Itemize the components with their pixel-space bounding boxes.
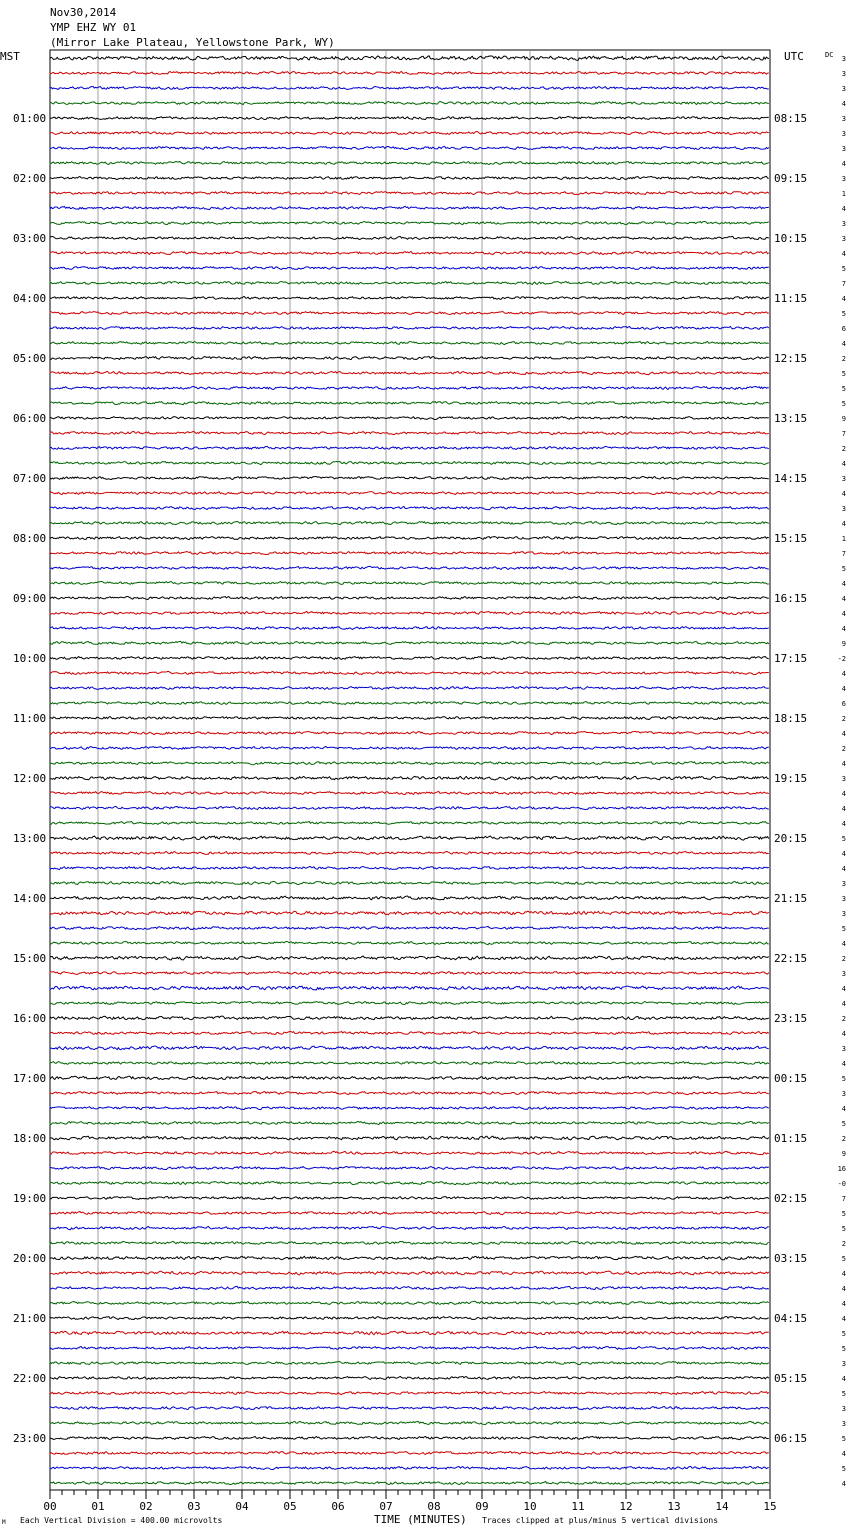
trace-row xyxy=(50,1346,769,1349)
scale-note: Each Vertical Division = 400.00 microvolts xyxy=(20,1516,223,1525)
utc-hour-label: 16:15 xyxy=(774,592,808,605)
trace-row xyxy=(50,1331,769,1334)
dc-offset-label: 3 xyxy=(841,220,846,228)
trace-row xyxy=(50,1271,769,1275)
footer xyxy=(2,1513,718,1526)
trace-row xyxy=(50,731,769,734)
mst-hour-label: 23:00 xyxy=(13,1432,47,1445)
trace-row xyxy=(50,852,769,855)
dc-offset-label: 5 xyxy=(841,1255,846,1263)
dc-offset-label: 4 xyxy=(841,520,846,528)
utc-hour-label: 11:15 xyxy=(774,292,808,305)
mst-hour-label: 12:00 xyxy=(13,772,47,785)
trace-row xyxy=(50,1421,769,1424)
utc-hour-label: 03:15 xyxy=(774,1252,808,1265)
dc-offset-label: 9 xyxy=(841,640,846,648)
x-tick-label: 14 xyxy=(715,1500,729,1513)
mst-hour-label: 05:00 xyxy=(13,352,47,365)
utc-hour-label: 00:15 xyxy=(774,1072,808,1085)
utc-hour-label: 09:15 xyxy=(774,172,808,185)
mst-hour-labels xyxy=(13,112,46,1445)
dc-offset-label: 4 xyxy=(841,295,846,303)
trace-row xyxy=(50,1211,769,1214)
trace-row xyxy=(50,87,769,90)
x-tick-label: 01 xyxy=(91,1500,105,1513)
dc-offset-label: 7 xyxy=(841,280,846,288)
trace-row xyxy=(50,896,769,900)
x-tick-label: 12 xyxy=(619,1500,633,1513)
dc-offset-label: 4 xyxy=(841,490,846,498)
dc-offset-label: 4 xyxy=(841,760,846,768)
dc-offset-label: 2 xyxy=(841,1135,846,1143)
dc-offset-label: 4 xyxy=(841,340,846,348)
trace-row xyxy=(50,1182,769,1185)
dc-offset-label: 5 xyxy=(841,1075,846,1083)
dc-offset-label: 3 xyxy=(841,55,846,63)
trace-row xyxy=(50,866,769,869)
utc-hour-label: 20:15 xyxy=(774,832,808,845)
dc-offset-label: 3 xyxy=(841,895,846,903)
trace-row xyxy=(50,596,769,599)
trace-row xyxy=(50,1317,769,1320)
utc-hour-label: 17:15 xyxy=(774,652,808,665)
x-tick-label: 10 xyxy=(523,1500,537,1513)
dc-offset-label: 6 xyxy=(841,700,846,708)
utc-hour-label: 04:15 xyxy=(774,1312,808,1325)
dc-offset-label: 3 xyxy=(841,970,846,978)
dc-offset-label: 5 xyxy=(841,835,846,843)
plot-frame xyxy=(50,50,770,1490)
right-axis-label: UTC xyxy=(784,50,804,63)
mst-hour-label: 11:00 xyxy=(13,712,47,725)
mst-hour-label: 14:00 xyxy=(13,892,47,905)
trace-row xyxy=(50,1392,769,1395)
mst-hour-label: 01:00 xyxy=(13,112,47,125)
dc-offset-label: 1 xyxy=(841,190,846,198)
mst-hour-label: 18:00 xyxy=(13,1132,47,1145)
left-axis-label: MST xyxy=(0,50,20,63)
dc-offset-label: 4 xyxy=(841,865,846,873)
utc-hour-label: 14:15 xyxy=(774,472,808,485)
dc-offset-label: 4 xyxy=(841,160,846,168)
seismic-traces xyxy=(50,56,769,1485)
x-tick-label: 15 xyxy=(763,1500,777,1513)
trace-row xyxy=(50,491,769,494)
trace-row xyxy=(50,956,769,960)
trace-row xyxy=(50,371,769,374)
dc-offset-label: 3 xyxy=(841,70,846,78)
x-axis-title: TIME (MINUTES) xyxy=(374,1513,467,1526)
mst-hour-label: 16:00 xyxy=(13,1012,47,1025)
dc-offset-label: 4 xyxy=(841,1480,846,1488)
dc-offset-label: 7 xyxy=(841,1195,846,1203)
trace-row xyxy=(50,611,769,614)
dc-offset-label: 4 xyxy=(841,205,846,213)
trace-row xyxy=(50,326,769,329)
dc-offset-label: 5 xyxy=(841,1225,846,1233)
trace-row xyxy=(50,1046,769,1050)
dc-offset-label: 9 xyxy=(841,415,846,423)
mst-hour-label: 13:00 xyxy=(13,832,47,845)
trace-row xyxy=(50,357,769,360)
trace-row xyxy=(50,581,769,584)
trace-row xyxy=(50,1362,769,1365)
trace-row xyxy=(50,806,769,809)
dc-offset-labels xyxy=(838,55,846,1488)
trace-row xyxy=(50,1226,769,1229)
trace-row xyxy=(50,986,769,990)
time-grid xyxy=(50,50,770,1490)
dc-offset-label: 3 xyxy=(841,1090,846,1098)
trace-row xyxy=(50,1016,769,1020)
trace-row xyxy=(50,402,769,405)
dc-offset-label: 5 xyxy=(841,1390,846,1398)
utc-hour-label: 23:15 xyxy=(774,1012,808,1025)
x-tick-label: 05 xyxy=(283,1500,297,1513)
mst-hour-label: 19:00 xyxy=(13,1192,47,1205)
dc-offset-label: 4 xyxy=(841,940,846,948)
trace-row xyxy=(50,776,769,780)
trace-row xyxy=(50,762,769,765)
dc-offset-label: 7 xyxy=(841,430,846,438)
trace-row xyxy=(50,267,769,270)
trace-row xyxy=(50,972,769,975)
dc-offset-label: 3 xyxy=(841,235,846,243)
utc-hour-label: 06:15 xyxy=(774,1432,808,1445)
trace-row xyxy=(50,236,769,239)
dc-offset-label: 3 xyxy=(841,1045,846,1053)
dc-offset-label: 5 xyxy=(841,1120,846,1128)
dc-offset-label: 3 xyxy=(841,775,846,783)
dc-offset-label: 2 xyxy=(841,715,846,723)
trace-row xyxy=(50,251,769,254)
dc-offset-label: 5 xyxy=(841,385,846,393)
dc-offset-label: 4 xyxy=(841,1315,846,1323)
trace-row xyxy=(50,687,769,690)
dc-offset-label: 4 xyxy=(841,1270,846,1278)
mst-hour-label: 10:00 xyxy=(13,652,47,665)
trace-row xyxy=(50,881,769,884)
dc-offset-label: 2 xyxy=(841,355,846,363)
footer-mark: M xyxy=(2,1519,6,1526)
dc-offset-label: 4 xyxy=(841,1030,846,1038)
trace-row xyxy=(50,1091,769,1094)
dc-offset-label: 1 xyxy=(841,535,846,543)
utc-hour-label: 15:15 xyxy=(774,532,808,545)
x-tick-label: 02 xyxy=(139,1500,153,1513)
trace-row xyxy=(50,1452,769,1455)
mst-hour-label: 04:00 xyxy=(13,292,47,305)
trace-row xyxy=(50,1167,769,1170)
trace-row xyxy=(50,386,769,389)
dc-offset-label: 4 xyxy=(841,580,846,588)
trace-row xyxy=(50,176,769,179)
dc-offset-label: 5 xyxy=(841,1465,846,1473)
dc-offset-label: 3 xyxy=(841,505,846,513)
dc-offset-label: 4 xyxy=(841,805,846,813)
trace-row xyxy=(50,1076,769,1079)
trace-row xyxy=(50,552,769,555)
dc-offset-label: 4 xyxy=(841,1450,846,1458)
trace-row xyxy=(50,431,769,434)
dc-offset-label: 2 xyxy=(841,955,846,963)
dc-offset-label: 5 xyxy=(841,400,846,408)
mst-hour-label: 03:00 xyxy=(13,232,47,245)
trace-row xyxy=(50,1406,769,1409)
dc-offset-label: 4 xyxy=(841,100,846,108)
mst-hour-label: 09:00 xyxy=(13,592,47,605)
dc-offset-label: 5 xyxy=(841,265,846,273)
trace-row xyxy=(50,926,769,929)
dc-offset-label: 4 xyxy=(841,1300,846,1308)
dc-offset-label: 3 xyxy=(841,475,846,483)
utc-hour-label: 22:15 xyxy=(774,952,808,965)
trace-row xyxy=(50,1286,769,1289)
trace-row xyxy=(50,1301,769,1304)
trace-row xyxy=(50,747,769,750)
dc-offset-label: 4 xyxy=(841,625,846,633)
dc-offset-label: 2 xyxy=(841,1015,846,1023)
trace-row xyxy=(50,1482,769,1485)
trace-row xyxy=(50,911,769,915)
trace-row xyxy=(50,147,769,150)
dc-offset-label: 3 xyxy=(841,85,846,93)
trace-row xyxy=(50,312,769,315)
dc-offset-label: 5 xyxy=(841,565,846,573)
dc-offset-label: 4 xyxy=(841,1105,846,1113)
mst-hour-label: 07:00 xyxy=(13,472,47,485)
utc-hour-label: 08:15 xyxy=(774,112,808,125)
dc-offset-label: 4 xyxy=(841,1060,846,1068)
trace-row xyxy=(50,1241,769,1244)
dc-offset-label: 9 xyxy=(841,1150,846,1158)
dc-offset-label: 3 xyxy=(841,1360,846,1368)
trace-row xyxy=(50,537,769,540)
x-tick-label: 11 xyxy=(571,1500,585,1513)
dc-offset-label: 4 xyxy=(841,250,846,258)
trace-row xyxy=(50,821,769,824)
trace-row xyxy=(50,1151,769,1154)
mst-hour-label: 02:00 xyxy=(13,172,47,185)
utc-hour-label: 05:15 xyxy=(774,1372,808,1385)
dc-offset-label: 3 xyxy=(841,115,846,123)
trace-row xyxy=(50,942,769,945)
x-tick-label: 04 xyxy=(235,1500,249,1513)
trace-row xyxy=(50,131,769,134)
trace-row xyxy=(50,446,769,449)
utc-hour-label: 21:15 xyxy=(774,892,808,905)
trace-row xyxy=(50,102,769,105)
trace-row xyxy=(50,566,769,569)
x-tick-label: 08 xyxy=(427,1500,441,1513)
dc-offset-label: 4 xyxy=(841,850,846,858)
trace-row xyxy=(50,506,769,509)
trace-row xyxy=(50,116,769,119)
station-label: YMP EHZ WY 01 xyxy=(50,21,137,34)
trace-row xyxy=(50,791,769,794)
trace-row xyxy=(50,1121,769,1124)
trace-row xyxy=(50,717,769,720)
mst-hour-label: 22:00 xyxy=(13,1372,47,1385)
dc-offset-label: 7 xyxy=(841,550,846,558)
dc-offset-label: 4 xyxy=(841,985,846,993)
dc-offset-label: 2 xyxy=(841,1240,846,1248)
dc-offset-label: 4 xyxy=(841,1375,846,1383)
utc-hour-label: 02:15 xyxy=(774,1192,808,1205)
dc-offset-label: 2 xyxy=(841,745,846,753)
mst-hour-label: 15:00 xyxy=(13,952,47,965)
trace-row xyxy=(50,641,769,644)
dc-offset-label: 5 xyxy=(841,370,846,378)
x-tick-label: 03 xyxy=(187,1500,201,1513)
utc-hour-label: 19:15 xyxy=(774,772,808,785)
dc-offset-label: 5 xyxy=(841,1345,846,1353)
trace-row xyxy=(50,281,769,284)
mst-hour-label: 17:00 xyxy=(13,1072,47,1085)
utc-hour-labels xyxy=(774,112,807,1445)
trace-row xyxy=(50,1436,769,1439)
dc-offset-label: -0 xyxy=(837,1180,846,1188)
x-tick-label: 13 xyxy=(667,1500,681,1513)
mst-hour-label: 08:00 xyxy=(13,532,47,545)
clip-note: Traces clipped at plus/minus 5 vertical divisions xyxy=(482,1516,719,1525)
dc-offset-label: 3 xyxy=(841,1420,846,1428)
trace-row xyxy=(50,297,769,300)
dc-offset-label: 4 xyxy=(841,595,846,603)
utc-hour-label: 18:15 xyxy=(774,712,808,725)
dc-offset-label: 5 xyxy=(841,1330,846,1338)
trace-row xyxy=(50,1376,769,1379)
dc-offset-label: 16 xyxy=(837,1165,846,1173)
mst-hour-label: 21:00 xyxy=(13,1312,47,1325)
trace-row xyxy=(50,1136,769,1140)
mst-hour-label: 20:00 xyxy=(13,1252,47,1265)
trace-row xyxy=(50,702,769,705)
utc-hour-label: 12:15 xyxy=(774,352,808,365)
trace-row xyxy=(50,342,769,345)
trace-row xyxy=(50,162,769,165)
x-axis xyxy=(43,1490,776,1513)
dc-offset-label: 5 xyxy=(841,310,846,318)
dc-offset-label: 4 xyxy=(841,1000,846,1008)
trace-row xyxy=(50,627,769,630)
dc-offset-label: 4 xyxy=(841,460,846,468)
dc-offset-label: 4 xyxy=(841,610,846,618)
date-label: Nov30,2014 xyxy=(50,6,117,19)
dc-offset-label: 3 xyxy=(841,145,846,153)
dc-offset-label: 4 xyxy=(841,790,846,798)
trace-row xyxy=(50,1466,769,1469)
dc-offset-label: 5 xyxy=(841,1435,846,1443)
dc-offset-label: 4 xyxy=(841,685,846,693)
x-tick-label: 07 xyxy=(379,1500,393,1513)
trace-row xyxy=(50,56,769,61)
x-tick-label: 09 xyxy=(475,1500,489,1513)
trace-row xyxy=(50,521,769,524)
dc-offset-label: 3 xyxy=(841,910,846,918)
trace-row xyxy=(50,1062,769,1065)
dc-offset-label: 3 xyxy=(841,1405,846,1413)
trace-row xyxy=(50,476,769,479)
trace-row xyxy=(50,72,769,75)
dc-offset-label: 6 xyxy=(841,325,846,333)
trace-row xyxy=(50,462,769,465)
x-tick-label: 06 xyxy=(331,1500,345,1513)
dc-offset-label: 3 xyxy=(841,880,846,888)
location-label: (Mirror Lake Plateau, Yellowstone Park, WY) xyxy=(50,36,335,49)
trace-row xyxy=(50,191,769,194)
dc-offset-label: 3 xyxy=(841,130,846,138)
trace-row xyxy=(50,1002,769,1005)
utc-hour-label: 10:15 xyxy=(774,232,808,245)
trace-row xyxy=(50,671,769,674)
dc-offset-label: 2 xyxy=(841,445,846,453)
utc-hour-label: 13:15 xyxy=(774,412,808,425)
trace-row xyxy=(50,417,769,420)
dc-offset-label: -2 xyxy=(837,655,846,663)
utc-hour-label: 01:15 xyxy=(774,1132,808,1145)
dc-offset-label: 4 xyxy=(841,1285,846,1293)
trace-row xyxy=(50,221,769,224)
x-tick-label: 00 xyxy=(43,1500,57,1513)
dc-offset-label: 5 xyxy=(841,925,846,933)
trace-row xyxy=(50,1032,769,1035)
trace-row xyxy=(50,206,769,209)
dc-offset-label: 3 xyxy=(841,175,846,183)
mst-hour-label: 06:00 xyxy=(13,412,47,425)
trace-row xyxy=(50,836,769,840)
dc-label: DC xyxy=(825,51,834,59)
dc-offset-label: 4 xyxy=(841,670,846,678)
trace-row xyxy=(50,1256,769,1260)
dc-offset-label: 5 xyxy=(841,1210,846,1218)
trace-row xyxy=(50,1107,769,1110)
dc-offset-label: 4 xyxy=(841,820,846,828)
trace-row xyxy=(50,1197,769,1200)
header xyxy=(0,6,833,63)
trace-row xyxy=(50,657,769,660)
dc-offset-label: 4 xyxy=(841,730,846,738)
